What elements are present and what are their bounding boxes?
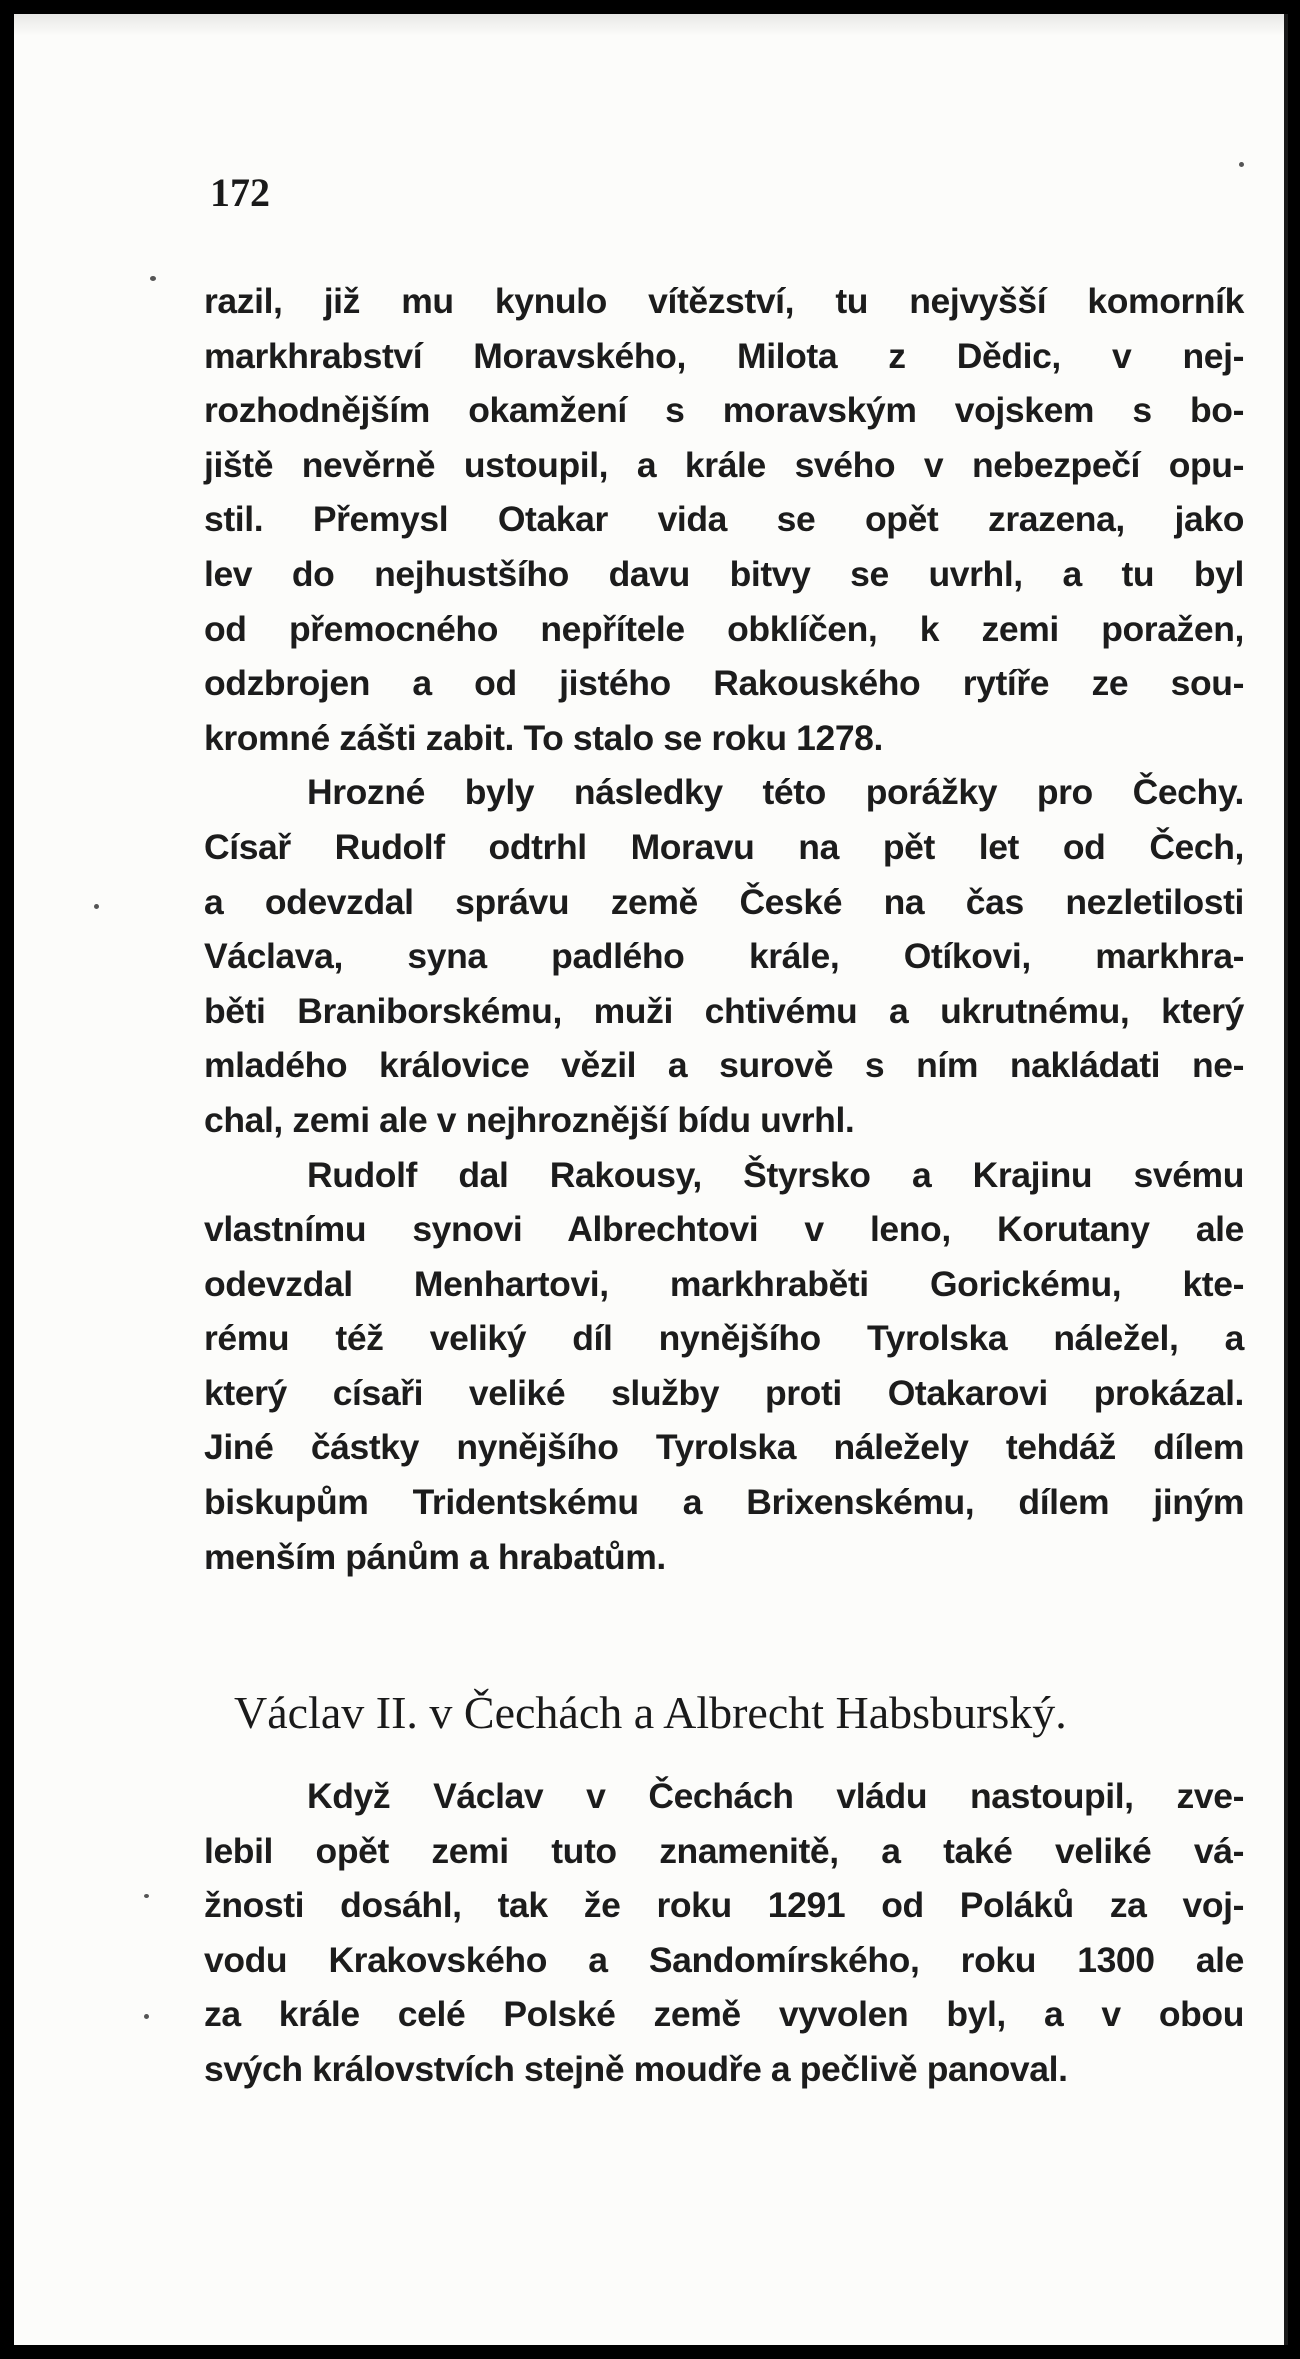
main-text-block [204,274,1244,1584]
ink-speck [144,2014,149,2019]
text-line: svých královstvích stejně moudře a pečlivě panoval. [204,2048,1068,2089]
text-line: menším pánům a hrabatům. [204,1536,666,1577]
paragraph-4 [204,1769,1244,2097]
text-line: od přemocného nepřítele obklíčen, k zemi poražen, [204,608,1244,649]
ink-speck [94,904,99,909]
text-line: chal, zemi ale v nejhroznější bídu uvrhl. [204,1099,855,1140]
text-line: lev do nejhustšího davu bitvy se uvrhl, a tu byl [204,553,1244,594]
ink-speck [150,276,156,281]
text-line: Jiné částky nynějšího Tyrolska náležely tehdáž dílem [204,1427,1244,1468]
text-line: odzbrojen a od jistého Rakouského rytíře ze sou- [204,663,1244,704]
text-line: odevzdal Menhartovi, markhraběti Gorickému, kte- [204,1263,1244,1304]
text-line: Hrozné byly následky této porážky pro Čechy. [307,772,1244,813]
text-line: Václava, syna padlého krále, Otíkovi, markhra- [204,936,1244,977]
scan-edge-shadow [14,14,1284,36]
text-line: mladého královice vězil a surově s ním nakládati ne- [204,1045,1244,1086]
paragraph-2 [204,765,1244,1147]
text-line: biskupům Tridentskému a Brixenskému, dílem jiným [204,1482,1244,1523]
text-line: rému též veliký díl nynějšího Tyrolska náležel, a [204,1318,1244,1359]
paragraph-1 [204,274,1244,765]
text-line: rozhodnějším okamžení s moravským vojskem s bo- [204,390,1244,431]
text-line: lebil opět zemi tuto znamenitě, a také veliké vá- [204,1830,1244,1871]
text-line: markhrabství Moravského, Milota z Dědic, v nej- [204,335,1244,376]
text-line: za krále celé Polské země vyvolen byl, a v obou [204,1994,1244,2035]
text-line: Císař Rudolf odtrhl Moravu na pět let od Čech, [204,826,1244,867]
text-line: vodu Krakovského a Sandomírského, roku 1300 ale [204,1939,1244,1980]
text-line: Rudolf dal Rakousy, Štyrsko a Krajinu svému [307,1154,1244,1195]
section-text-block [204,1769,1244,2097]
paragraph-3 [204,1148,1244,1585]
text-line: žnosti dosáhl, tak že roku 1291 od Poláků za voj- [204,1885,1244,1926]
text-line: Když Václav v Čechách vládu nastoupil, zve- [307,1776,1244,1816]
text-line: a odevzdal správu země České na čas nezletilosti [204,881,1244,922]
text-line: který císaři veliké služby proti Otakarovi prokázal. [204,1372,1244,1413]
ink-speck [1239,162,1244,167]
text-line: běti Braniborskému, muži chtivému a ukrutnému, který [204,990,1244,1031]
ink-speck [144,1894,149,1898]
page-number: 172 [210,170,270,215]
text-line: vlastnímu synovi Albrechtovi v leno, Korutany ale [204,1209,1244,1250]
book-page [14,14,1288,2345]
text-line: kromné zášti zabit. To stalo se roku 1278. [204,717,883,758]
text-line: stil. Přemysl Otakar vida se opět zrazena, jako [204,499,1244,540]
section-heading: Václav II. v Čechách a Albrecht Habsburský. [234,1687,1067,1738]
text-line: razil, již mu kynulo vítězství, tu nejvyšší komorník [204,281,1244,321]
text-line: jiště nevěrně ustoupil, a krále svého v nebezpečí opu- [204,444,1244,485]
